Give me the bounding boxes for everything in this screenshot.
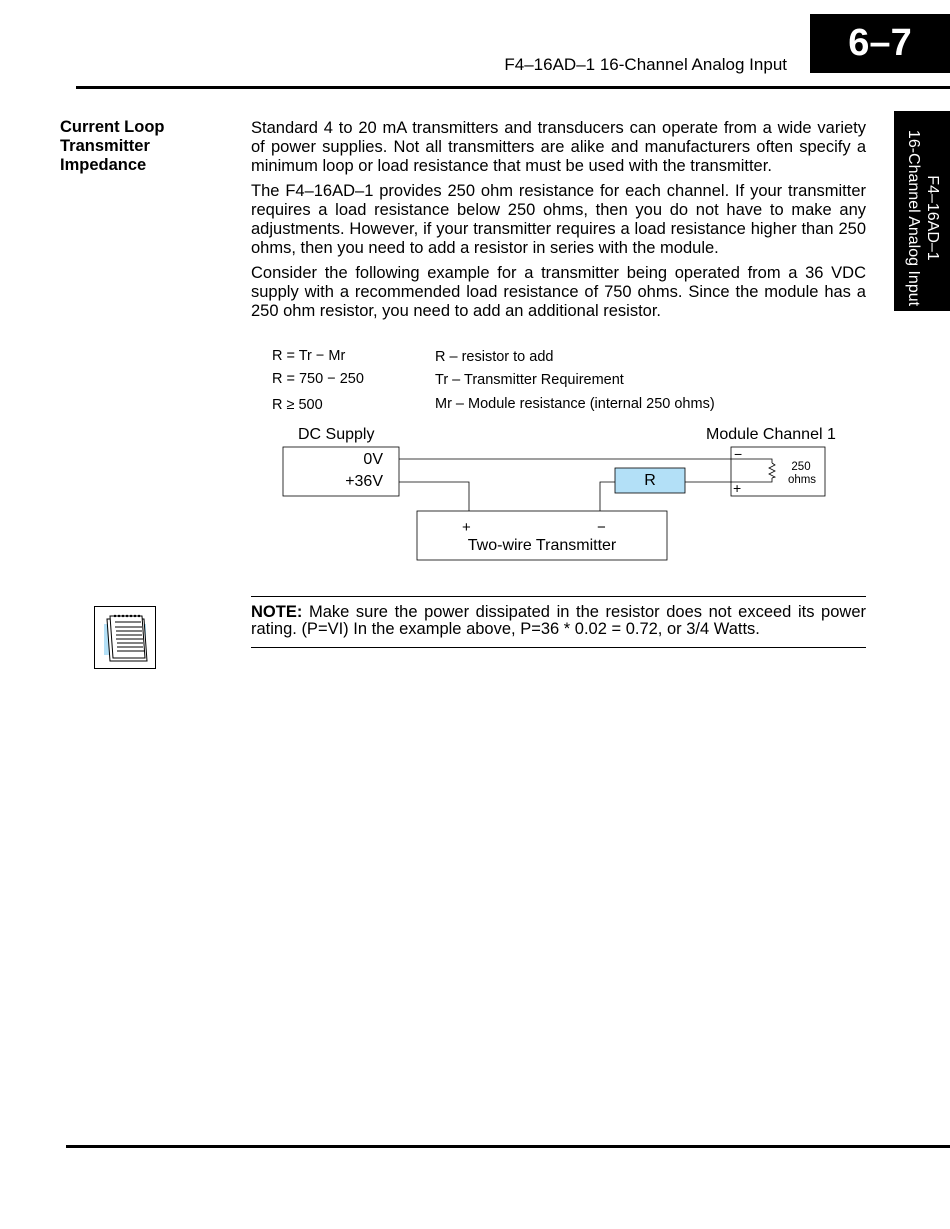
resistor-label: R (644, 472, 656, 489)
note-bottom-rule (251, 647, 866, 648)
page-number: 6–7 (848, 22, 912, 64)
module-box (731, 447, 825, 496)
module-channel-label: Module Channel 1 (706, 426, 836, 443)
notepad-icon (94, 606, 156, 669)
side-tab-line2: 16-Channel Analog Input (905, 129, 922, 307)
body-paragraph: Standard 4 to 20 mA transmitters and transducers can operate from a wide variety of power supplies. Not all transmitters are alike and manufacturers often specify a minimum loop or load resistance that must be used with the transmitter. (251, 119, 866, 175)
formula-line: R ≥ 500 (272, 397, 323, 413)
wire-36v (399, 482, 469, 511)
transmitter-label: Two-wire Transmitter (467, 537, 617, 554)
body-paragraph: The F4–16AD–1 provides 250 ohm resistance for each channel. If your transmitter requires a load resistance below 250 ohms, then you do not have to make any adjustments. However, if your transmitter requires a load resistance higher than 250 ohms, then you need to add a resistor in series with the module. (251, 182, 866, 257)
wire-0v (399, 459, 772, 463)
resistance-value: 250 (791, 461, 811, 473)
zero-volt-label: 0V (363, 451, 383, 468)
module-minus-sign: − (734, 446, 743, 462)
wiring-diagram (0, 0, 950, 600)
page-header-title: F4–16AD–1 16-Channel Analog Input (504, 55, 787, 74)
footer-rule (66, 1145, 950, 1148)
transmitter-minus-sign: − (597, 519, 606, 536)
formula-legend: Tr – Transmitter Requirement (435, 372, 624, 388)
transmitter-plus-sign: + (462, 519, 471, 536)
section-heading-line3: Impedance (60, 156, 147, 174)
internal-resistor-symbol (769, 463, 775, 478)
section-heading-line1: Current Loop (60, 118, 165, 136)
formula-line: R = 750 − 250 (272, 371, 364, 387)
plus-36v-label: +36V (345, 473, 383, 490)
side-tab-line1: F4–16AD–1 (924, 175, 941, 261)
wire-transmitter-to-resistor (600, 482, 615, 511)
section-heading-line2: Transmitter (60, 137, 150, 155)
resistance-unit: ohms (787, 474, 817, 486)
formula-legend: R – resistor to add (435, 349, 554, 365)
note-text (251, 604, 866, 638)
formula-legend: Mr – Module resistance (internal 250 ohms) (435, 396, 715, 412)
note-top-rule (251, 596, 866, 597)
dc-supply-label: DC Supply (298, 426, 375, 443)
module-plus-sign: + (733, 480, 742, 496)
note-body: Make sure the power dissipated in the resistor does not exceed its power rating. (P=VI) In the example above, P=36 * 0.02 = 0.72, or 3/4 Watts. (251, 603, 866, 638)
formula-line: R = Tr − Mr (272, 348, 346, 364)
body-paragraph: Consider the following example for a transmitter being operated from a 36 VDC supply with a recommended load resistance of 750 ohms. Since the module has a 250 ohm resistor, you need to add an additional resistor. (251, 264, 866, 320)
wire-resistor-to-module (685, 478, 772, 482)
note-label: NOTE: (251, 603, 303, 621)
